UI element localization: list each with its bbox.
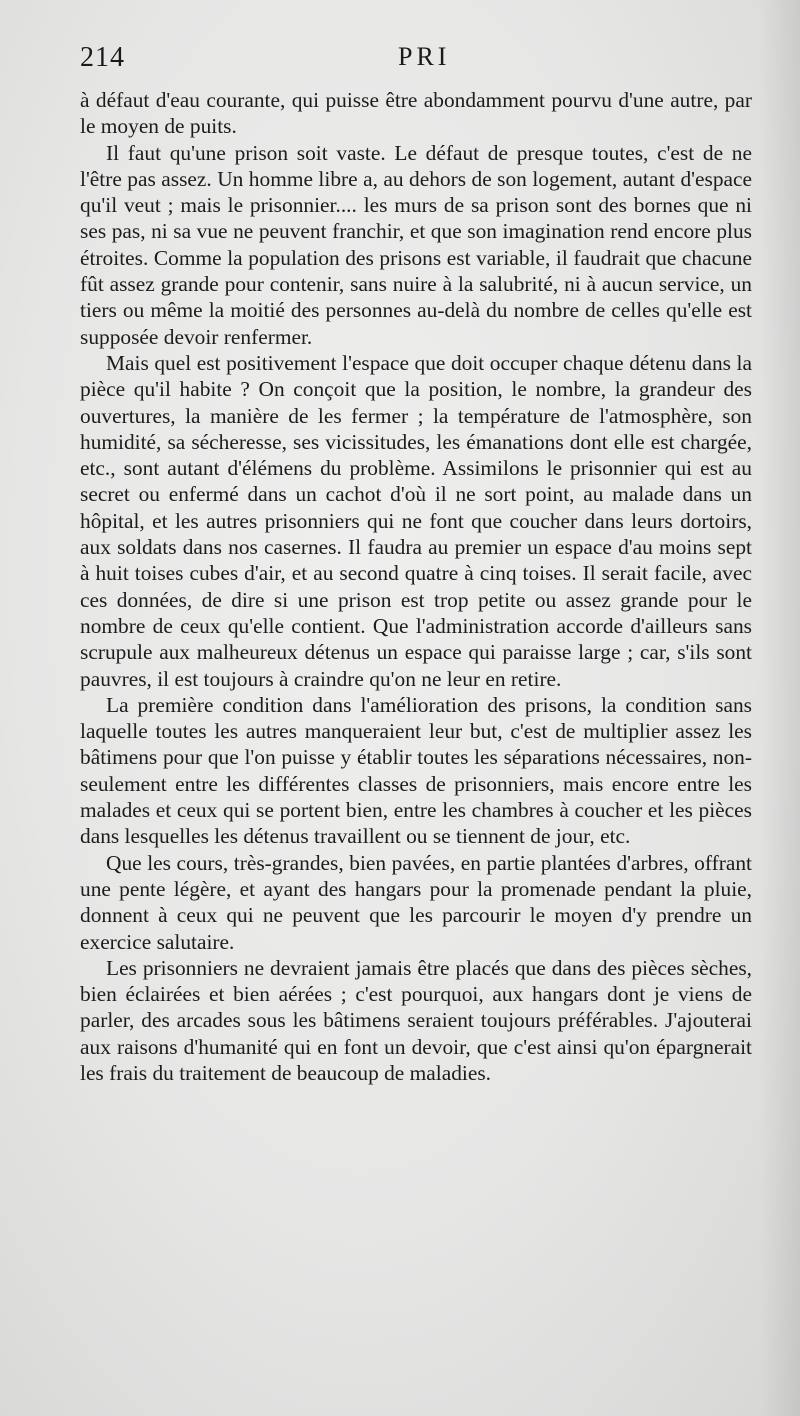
paragraph: La première condition dans l'amélioration des prisons, la condition sans laquelle toutes les autres manqueraient leur but, c'est de multiplier assez les bâtimens pour que l'on puisse y établir toutes les séparations nécessaires, non-seulement entre les différentes classes de prisonniers, mais encore entre les malades et ceux qui se portent bien, entre les chambres à coucher et les pièces dans lesquelles les détenus travaillent ou se tiennent de jour, etc. (80, 692, 752, 849)
page-number: 214 (80, 42, 125, 73)
paragraph: Les prisonniers ne devraient jamais être placés que dans des pièces sèches, bien éclairées et bien aérées ; c'est pourquoi, aux hangars dont je viens de parler, des arcades sous les bâtimens seraient toujours préférables. J'ajouterai aux raisons d'humanité qui en font un devoir, que c'est ainsi qu'on épargnerait les frais du traitement de beaucoup de maladies. (80, 955, 752, 1085)
running-head: PRI (398, 42, 451, 71)
body-text (80, 87, 752, 1086)
page-edge-shadow (760, 0, 800, 1416)
paragraph: à défaut d'eau courante, qui puisse être abondamment pourvu d'une autre, par le moyen de puits. (80, 88, 752, 139)
paragraph: Que les cours, très-grandes, bien pavées, en partie plantées d'arbres, offrant une pente légère, et ayant des hangars pour la promenade pendant la pluie, donnent à ceux qui ne peuvent que les parcourir le moyen d'y prendre un exercice salutaire. (80, 850, 752, 954)
paragraph: Il faut qu'une prison soit vaste. Le défaut de presque toutes, c'est de ne l'être pas assez. Un homme libre a, au dehors de son logement, autant d'espace qu'il veut ; mais le prisonnier.... les murs de sa prison sont des bornes que ni ses pas, ni sa vue ne peuvent franchir, et que son imagination rend encore plus étroites. Comme la population des prisons est variable, il faudrait que chacune fût assez grande pour contenir, sans nuire à la salubrité, ni à aucun service, un tiers ou même la moitié des personnes au-delà du nombre de celles qu'elle est supposée devoir renfermer. (80, 140, 752, 349)
paragraph: Mais quel est positivement l'espace que doit occuper chaque détenu dans la pièce qu'il habite ? On conçoit que la position, le nombre, la grandeur des ouvertures, la manière de les fermer ; la température de l'atmosphère, son humidité, sa sécheresse, ses vicissitudes, les émanations dont elle est chargée, etc., sont autant d'élémens du problème. Assimilons le prisonnier qui est au secret ou enfermé dans un cachot d'où il ne sort point, au malade dans un hôpital, et les autres prisonniers qui ne font que coucher dans leurs dortoirs, aux soldats dans nos casernes. Il faudra au premier un espace d'au moins sept à huit toises cubes d'air, et au second quatre à cinq toises. Il serait facile, avec ces données, de dire si une prison est trop petite ou assez grande pour le nombre de ceux qu'elle contient. Que l'administration accorde d'ailleurs sans scrupule aux malheureux détenus un espace qui paraisse large ; car, s'ils sont pauvres, il est toujours à craindre qu'on ne leur en retire. (80, 350, 752, 691)
page-header (80, 42, 752, 82)
